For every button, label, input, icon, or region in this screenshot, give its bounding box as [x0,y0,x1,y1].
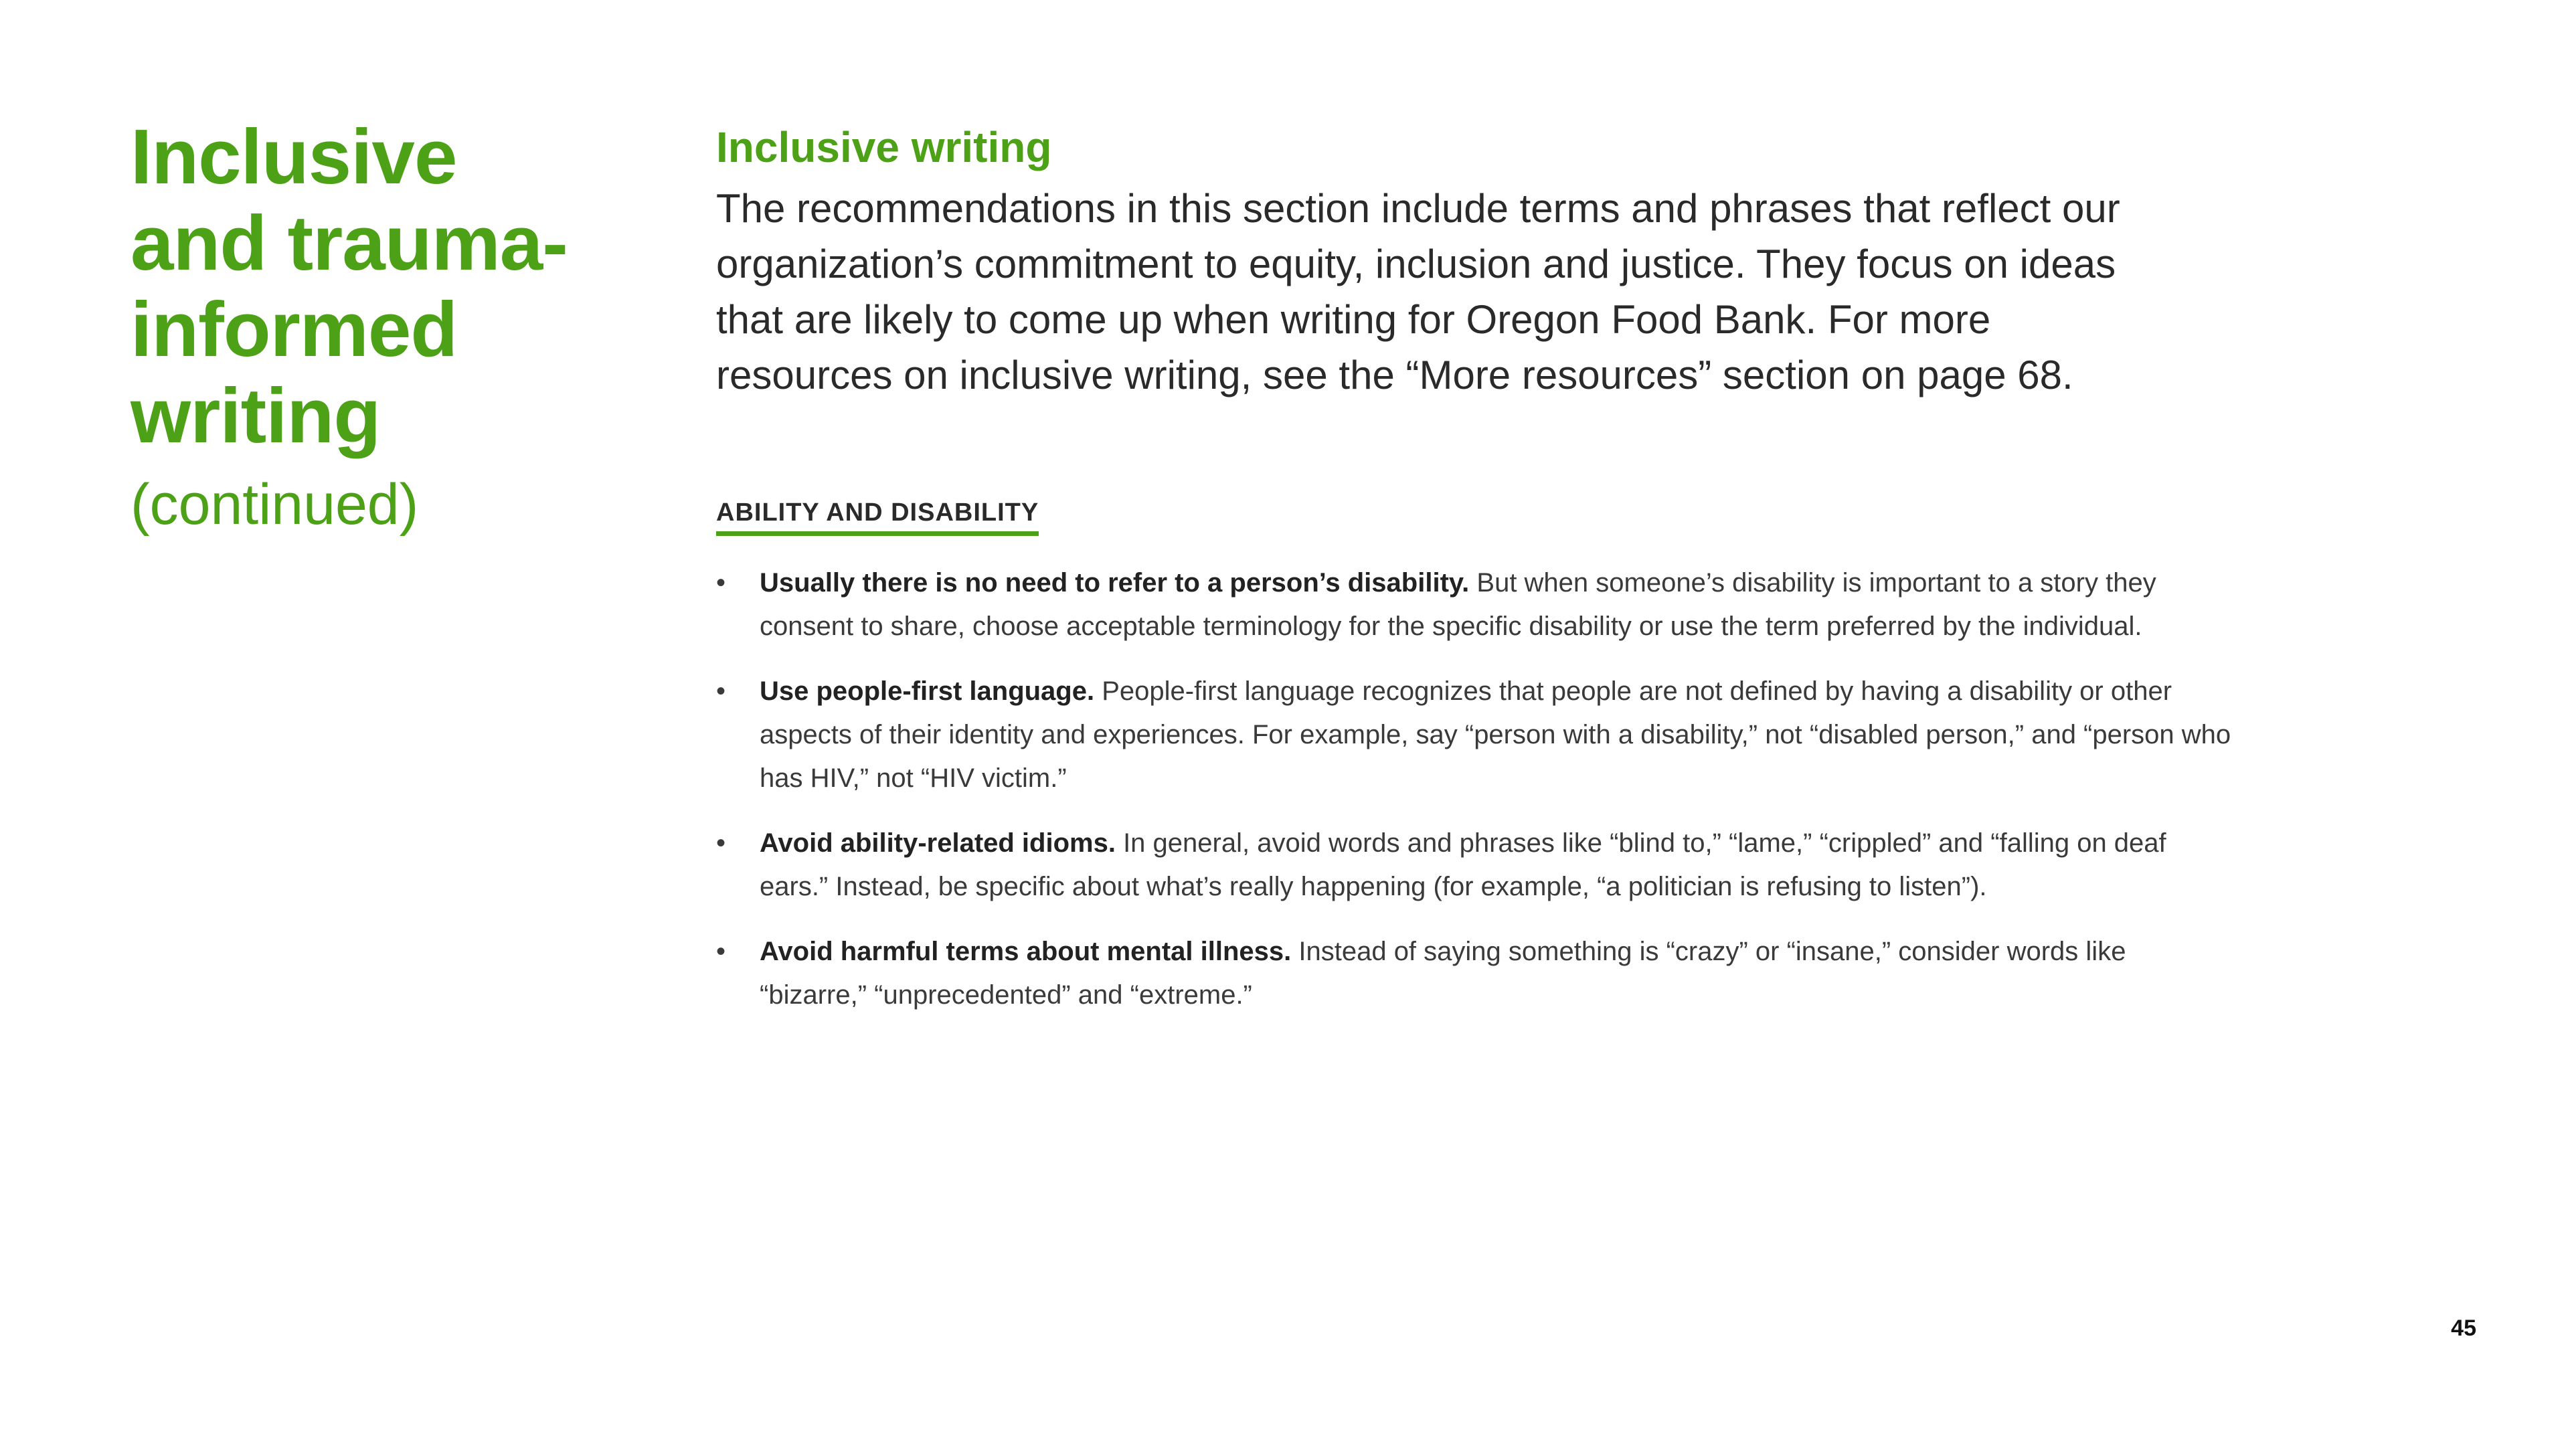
bullet-icon: • [716,676,726,706]
page-title-block [131,114,639,538]
bullet-body-text: Instead of saying something is “crazy” or “insane,” consider words like “bizarre,” “unprecedented” and “extreme.” [760,937,2126,1010]
page-title-line-3: informed [131,286,458,373]
list-item [716,670,2239,800]
bullet-lead-text: Use people-first language. [760,676,1095,706]
guideline-list [716,561,2231,1017]
bullet-body-text: But when someone’s disability is important to a story they consent to share, choose acceptable terminology for the specific disability or use the term preferred by the individual. [760,568,2156,641]
bullet-icon: • [716,828,726,858]
bullet-lead-text: Avoid harmful terms about mental illness. [760,937,1292,966]
bullet-body-text: In general, avoid words and phrases like “blind to,” “lame,” “crippled” and “falling on deaf ears.” Instead, be specific about what’s really happening (for example, “a politician is refusing to listen”). [760,828,2166,901]
page-title-line-1: Inclusive [131,113,457,200]
section-heading: Inclusive writing [716,123,1052,171]
main-content [716,120,2231,1038]
page-title-line-2: and trauma- [131,199,568,286]
bullet-body-text: People-first language recognizes that people are not defined by having a disability or other aspects of their identity and experiences. For example, say “person with a disability,” not “disabled person,” and “person who has HIV,” not “HIV victim.” [760,676,2231,793]
continued-label: (continued) [131,472,419,537]
bullet-icon: • [716,937,726,966]
list-item [716,822,2239,909]
bullet-lead-text: Avoid ability-related idioms. [760,828,1116,858]
intro-paragraph: The recommendations in this section include terms and phrases that reflect our organization’s commitment to equity, inclusion and justice. They focus on ideas that are likely to come up when writing for Oregon Food Bank. For more resources on inclusive writing, see the “More resources” section on page 68. [716,186,2120,397]
bullet-lead-text: Usually there is no need to refer to a person’s disability. [760,568,1470,598]
page-title-line-4: writing [131,372,381,459]
list-item [716,930,2239,1017]
page-number: 45 [2451,1315,2476,1341]
list-item [716,561,2239,648]
bullet-icon: • [716,568,726,598]
subheading-ability-disability: ABILITY AND DISABILITY [716,496,1039,536]
